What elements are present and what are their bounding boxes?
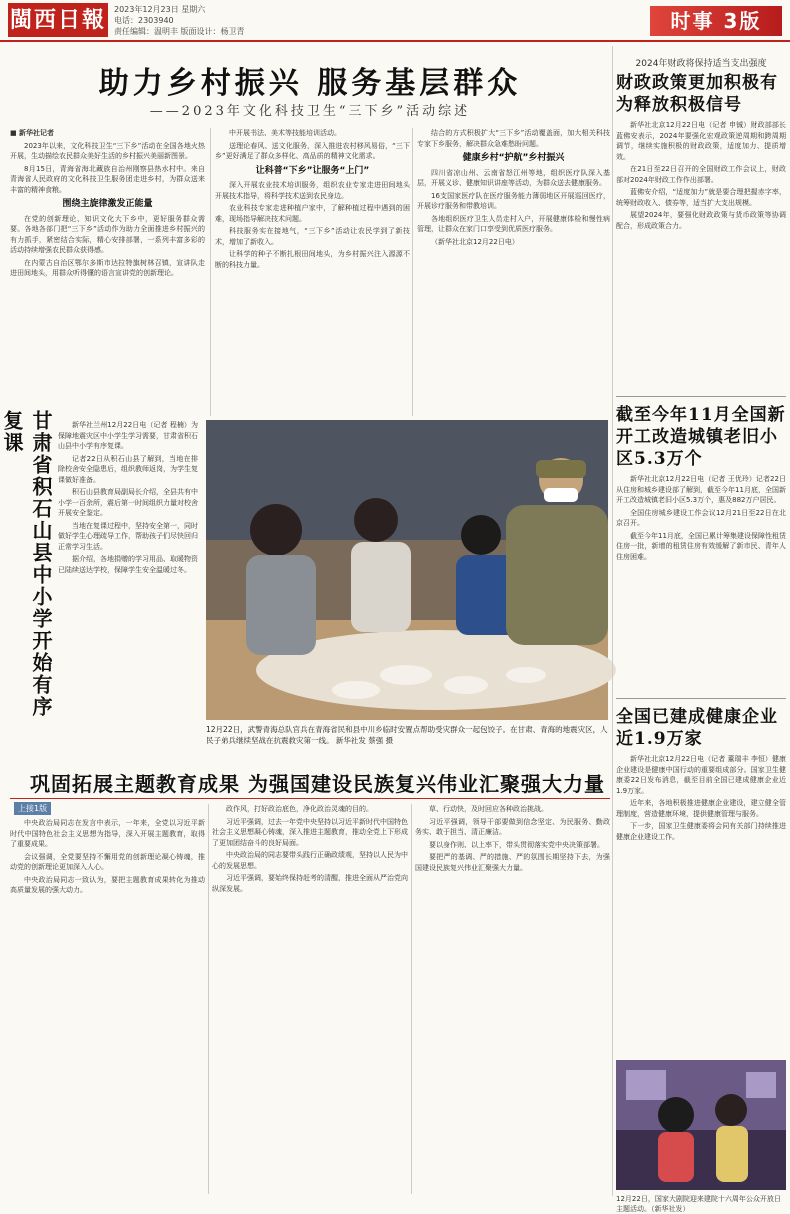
divider [616,396,786,397]
paragraph: 据介绍，各地捐赠的学习用品、取暖物资已陆续送达学校，保障学生安全温暖过冬。 [58,555,198,574]
story-headline: 全国已建成健康企业近1.9万家 [616,707,778,749]
paragraph: 下一步，国家卫生健康委将会同有关部门持续推进健康企业建设工作。 [616,822,786,841]
story-headline: 财政政策更加积极有为释放积极信号 [616,73,778,115]
paragraph: 在党的创新理论、知识文化大下乡中，更好服务群众需要。各地各部门把“三下乡”活动作为助力全面推进乡村振兴的有力抓手，紧密结合实际，精心安排部署，一系列丰富多彩的活动持续增强农民群众获得感。 [10,214,205,254]
story-headline: 截至今年11月全国新开工改造城镇老旧小区5.3万个 [616,405,786,469]
paragraph: 近年来，各地积极推进健康企业建设，建立健全管理制度，营造健康环境，提供健康管理与服务。 [616,799,786,818]
housing-story [616,404,786,694]
rail-photo [616,1060,786,1190]
paragraph: 要把严的基调、严的措施、严的氛围长期坚持下去，为强国建设民族复兴伟业汇聚强大力量。 [415,853,610,872]
story-body [616,754,786,842]
paragraph: 8月15日，青海省海北藏族自治州刚察县热水村中。来自青海省人民政府的文化科技卫生服务团走进乡村，为群众送来丰富的精神食粮。 [10,164,205,194]
dateline: （新华社北京12月22日电） [431,237,519,246]
paragraph: 中央政治局同志在发言中表示，一年来，全党以习近平新时代中国特色社会主义思想为指导，深入开展主题教育，取得了重要成果。 [10,819,205,848]
column-rule [208,804,209,1194]
masthead [0,0,790,42]
paragraph: 在21日至22日召开的全国财政工作会议上，财政部对2024年财政工作作出部署。 [616,165,786,184]
paragraph: 蓝佛安介绍，“适度加力”就是要合理把握赤字率，统筹财政收入、债券等，适当扩大支出规模。 [616,188,786,207]
side-story-title: 甘肃省积石山县中小学开始有序复课 [0,410,53,718]
byline: ■ 新华社记者 [10,129,55,137]
band-headline: 巩固拓展主题教育成果 为强国建设民族复兴伟业汇聚强大力量 [30,772,605,796]
band-col-1 [10,804,205,1194]
paragraph: 习近平强调，要始终保持赶考的清醒，推进全面从严治党向纵深发展。 [212,874,408,893]
paragraph: 当地在复课过程中，坚持安全第一，同时做好学生心理疏导工作，帮助孩子们尽快回归正常学习生活。 [58,521,198,551]
divider [616,698,786,699]
paragraph: 新华社北京12月22日电（记者 王优玲）记者22日从住房和城乡建设部了解到，截至今年11月底，全国新开工改造城镇老旧小区5.3万个，惠及882万户居民。 [616,475,786,504]
divider [10,798,610,799]
story-kicker: 2024年财政将保持适当支出强度 [635,59,767,69]
right-rail [616,46,786,1213]
paragraph: 2023年以来，文化科技卫生“三下乡”活动在全国各地火热开展，生动描绘农民群众美好生活的乡村振兴美丽新图景。 [10,141,205,160]
paragraph: 积石山县教育局副局长介绍，全县共有中小学一百余所，震后第一时间组织力量对校舍开展安全鉴定。 [58,488,198,517]
paragraph: 各地组织医疗卫生人员走村入户，开展健康体检和慢性病管理，让群众在家门口享受到优质医疗服务。 [417,214,610,233]
paragraph: 四川省凉山州、云南省怒江州等地，组织医疗队深入基层，开展义诊、健康知识讲座等活动，为群众送去健康服务。 [417,168,610,187]
column-rule [210,128,211,416]
paragraph: 中央政治局同志一致认为，要把主题教育成果转化为推动高质量发展的强大动力。 [10,875,205,894]
paragraph: 草、行动快，及时回应各种政治挑战。 [429,805,548,813]
paragraph: 农业科技专家走进种植户家中，了解种植过程中遇到的困难，现场指导解决技术问题。 [215,204,410,223]
paragraph: 结合的方式积极扩大“三下乡”活动覆盖面，加大相关科技专家下乡服务，解决群众急难愁盼问题。 [417,129,610,148]
column-rule [612,46,613,1196]
paragraph: 让科学的种子不断扎根田间地头，为乡村振兴注入源源不断的科技力量。 [215,250,410,269]
masthead-info [114,4,245,37]
paragraph: 中开展书法、美术等技能培训活动。 [229,129,341,137]
editors: 责任编辑：温明丰 版面设计：杨卫青 [114,27,245,36]
subheading: 围绕主旋律激发正能量 [62,199,153,209]
paragraph: 展望2024年，要强化财政政策与货币政策等协调配合，形成政策合力。 [616,211,786,230]
section-banner: 时事 3版 [650,6,782,36]
side-story-body [58,420,198,748]
band-col-2 [212,804,408,1194]
paragraph: 政作风，打好政治底色，净化政治灵魂的目的。 [226,805,373,813]
paragraph: 中央政治局的同志要带头践行正确政绩观，坚持以人民为中心的发展思想。 [212,851,408,870]
newspaper-logo: 閩西日報 [8,3,108,37]
paragraph: 16支国家医疗队在医疗服务能力薄弱地区开展巡回医疗，开展诊疗服务和带教培训。 [417,191,610,210]
health-story [616,706,786,1056]
continued-tag: 上接1版 [14,802,51,815]
rail-photo-caption: 12月22日，国家大剧院迎来建院十六周年公众开放日主题活动。（新华社发） [616,1195,781,1213]
paragraph: 会议强调，全党要坚持不懈用党的创新理论凝心铸魂，推动党的创新理论更加深入人心。 [10,852,205,871]
paragraph: 习近平强调，领导干部要做到信念坚定、为民服务、勤政务实、敢于担当、清正廉洁。 [415,817,610,836]
paragraph: 记者22日从积石山县了解到，当地在排除校舍安全隐患后，组织教师返岗，为学生复课做好准备。 [58,454,198,484]
column-rule [412,128,413,416]
paragraph: 新华社北京12月22日电（记者 申铖）财政部部长蓝佛安表示，2024年要强化宏观政策逆周期和跨周期调节，继续实施积极的财政政策，适度加力、提质增效。 [616,121,786,161]
paragraph: 全国住房城乡建设工作会议12月21日至22日在北京召开。 [616,508,786,527]
news-photo [206,420,608,720]
subheading: 健康乡村“护航”乡村振兴 [462,153,565,163]
paragraph: 新华社兰州12月22日电（记者 程楠）为保障地震灾区中小学生学习需要，甘肃省积石山县中小学有序复课。 [58,421,198,450]
subheading: 让科普“下乡”让服务“上门” [255,165,370,176]
lead-col-2 [215,128,410,416]
story-body [616,120,786,231]
story-body [616,474,786,562]
lead-story-body [10,128,610,416]
lead-col-3 [417,128,610,416]
paragraph: 送理论春风、送文化服务，深入推进农村移风易俗，“三下乡”更好满足了群众多样化、高品质的精神文化需求。 [215,141,410,160]
band-col-3 [415,804,610,1194]
page-subhead: ——2023年文化科技卫生“三下乡”活动综述 [149,104,471,119]
paragraph: 深入开展农业技术培训服务，组织农业专家走进田间地头开展技术指导，将科学技术送到农民身边。 [215,181,410,200]
page-headline: 助力乡村振兴 服务基层群众 [98,66,522,101]
column-rule [411,804,412,1194]
phone: 电话：2303940 [114,16,174,25]
issue-date: 2023年12月23日 星期六 [114,5,206,14]
paragraph: 在内蒙古自治区鄂尔多斯市达拉特旗树林召镇，宣讲队走进田间地头，用群众听得懂的语言宣讲党的创新理论。 [10,258,205,277]
paragraph: 习近平强调，过去一年党中央坚持以习近平新时代中国特色社会主义思想凝心铸魂，深入推进主题教育，推动全党上下形成了更加团结奋斗的良好局面。 [212,817,408,847]
finance-story [616,56,786,396]
paragraph: 要以身作则、以上率下，带头贯彻落实党中央决策部署。 [429,840,604,849]
photo-caption: 12月22日，武警青海总队官兵在青海省民和县中川乡临时安置点帮助受灾群众一起包饺子。在甘肃、青海的地震灾区，人民子弟兵继续坚战在抗震救灾第一线。 新华社发 蔡强 摄 [206,725,608,745]
lead-col-1 [10,128,205,416]
paragraph: 新华社北京12月22日电（记者 董瑞丰 李恒）健康企业建设是健康中国行动的重要组成部分。国家卫生健康委22日发布消息，截至目前全国已建成健康企业近1.9万家。 [616,755,786,795]
paragraph: 科技服务实在接地气，“三下乡”活动让农民学到了新技术，增加了新收入。 [215,227,410,246]
paragraph: 截至今年11月底，全国已累计筹集建设保障性租赁住房一批，新增的租赁住房有效缓解了新市民、青年人住房困难。 [616,531,786,561]
